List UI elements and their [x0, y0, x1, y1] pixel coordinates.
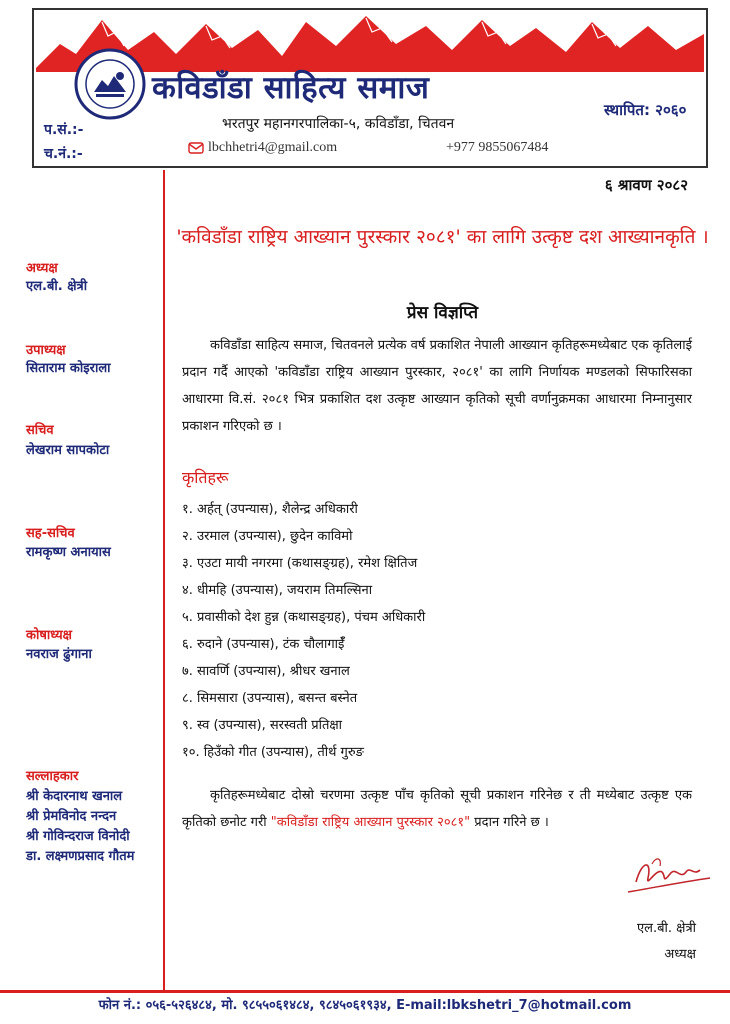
list-item: ५. प्रवासीको देश हुन्न (कथासङ्ग्रह), पंचम अधिकारी: [182, 610, 426, 625]
advisor-name: श्री गोविन्दराज विनोदी: [26, 829, 130, 844]
sidebar-name-vice-president: सिताराम कोइराला: [26, 361, 111, 376]
mail-icon: [188, 141, 204, 155]
sidebar-name-treasurer: नवराज ढुंगाना: [26, 647, 92, 662]
sidebar-role-advisors: सल्लाहकार: [26, 769, 79, 784]
advisor-name: डा. लक्ष्मणप्रसाद गौतम: [26, 849, 135, 864]
established-year: स्थापित: २०६०: [604, 101, 687, 119]
list-item: १०. हिउँको गीत (उपन्यास), तीर्थ गुरुङ: [182, 745, 364, 760]
sidebar-role-treasurer: कोषाध्यक्ष: [26, 628, 72, 643]
signature-mark: [622, 852, 712, 900]
signatory-name: एल.बी. क्षेत्री: [636, 921, 696, 936]
list-item: ३. एउटा मायी नगरमा (कथासङ्ग्रह), रमेश क्षितिज: [182, 556, 418, 571]
list-item: २. उरमाल (उपन्यास), छुदेन काविमो: [182, 529, 353, 544]
press-release-title: प्रेस विज्ञप्ति: [406, 303, 479, 323]
works-list-heading: कृतिहरू: [182, 468, 229, 487]
list-item: ६. रुदाने (उपन्यास), टंक चौलागाईँ: [182, 637, 345, 652]
list-item: ७. सावर्णि (उपन्यास), श्रीधर खनाल: [182, 664, 350, 679]
seal-emblem: [74, 48, 146, 120]
dispatch-number-label: च.नं.:-: [44, 146, 83, 162]
phone-number: +977 9855067484: [446, 140, 549, 155]
sidebar-role-president: अध्यक्ष: [26, 261, 58, 276]
list-item: ४. धीमहि (उपन्यास), जयराम तिमल्सिना: [182, 583, 373, 598]
email-address: lbchhetri4@gmail.com: [208, 140, 338, 155]
sidebar-role-secretary: सचिव: [26, 423, 54, 438]
list-item: ८. सिमसारा (उपन्यास), बसन्त बस्नेत: [182, 691, 358, 706]
body-paragraph: [182, 332, 692, 440]
closing-text-end: प्रदान गरिने छ ।: [470, 815, 549, 830]
reference-number-label: प.सं.:-: [44, 122, 84, 138]
sidebar-role-joint-secretary: सह-सचिव: [26, 526, 75, 541]
sidebar-advisors: [26, 767, 134, 867]
footer-divider: [0, 990, 730, 993]
advisor-name: श्री केदारनाथ खनाल: [26, 789, 123, 804]
sidebar-name-president: एल.बी. क्षेत्री: [26, 279, 88, 294]
signatory-title: अध्यक्ष: [664, 947, 696, 962]
organization-name: कविडाँडा साहित्य समाज: [152, 70, 430, 106]
footer-contact: फोन नं.: ०५६-५२६४८४, मो. ९८५५०६१४८४, ९८४५०६१९३४, E-mail:lbkshetri_7@hotmail.com: [98, 998, 632, 1013]
works-list: [182, 496, 692, 766]
award-name: "कविडाँडा राष्ट्रिय आख्यान पुरस्कार २०८१": [270, 815, 471, 830]
sidebar-role-vice-president: उपाध्यक्ष: [26, 343, 66, 358]
letter-date: ६ श्रावण २०८२: [604, 176, 688, 194]
list-item: ९. स्व (उपन्यास), सरस्वती प्रतिक्षा: [182, 718, 343, 733]
closing-text: कृतिहरूमध्येबाट दोस्रो चरणमा उत्कृष्ट पाँच कृतिको सूची प्रकाशन गरिनेछ र ती मध्येबाट उत्कृष्ट एक कृतिको छनोट गरी: [182, 788, 692, 830]
sidebar-name-secretary: लेखराम सापकोटा: [26, 443, 110, 458]
organization-address: भरतपुर महानगरपालिका-५, कविडाँडा, चितवन: [222, 116, 455, 132]
vertical-divider: [163, 170, 165, 990]
list-item: १. अर्हत् (उपन्यास), शैलेन्द्र अधिकारी: [182, 502, 358, 517]
advisor-name: श्री प्रेमविनोद नन्दन: [26, 809, 117, 824]
headline: 'कविडाँडा राष्ट्रिय आख्यान पुरस्कार २०८१' का लागि उत्कृष्ट दश आख्यानकृति ।: [176, 226, 709, 248]
sidebar-name-joint-secretary: रामकृष्ण अनायास: [26, 545, 111, 560]
body-text: कविडाँडा साहित्य समाज, चितवनले प्रत्येक वर्ष प्रकाशित नेपाली आख्यान कृतिहरूमध्येबाट एक कृतिलाई प्रदान गर्दै आएको 'कविडाँडा राष्ट्रिय आख्यान पुरस्कार, २०८१' का लागि निर्णायक मण्डलको सिफारिसका आधारमा वि.सं. २०८१ भित्र प्रकाशित दश उत्कृष्ट आख्यान कृतिको सूची वर्णानुक्रमका आधारमा निम्नानुसार प्रकाशन गरिएको छ ।: [182, 338, 692, 434]
closing-paragraph: [182, 782, 692, 836]
